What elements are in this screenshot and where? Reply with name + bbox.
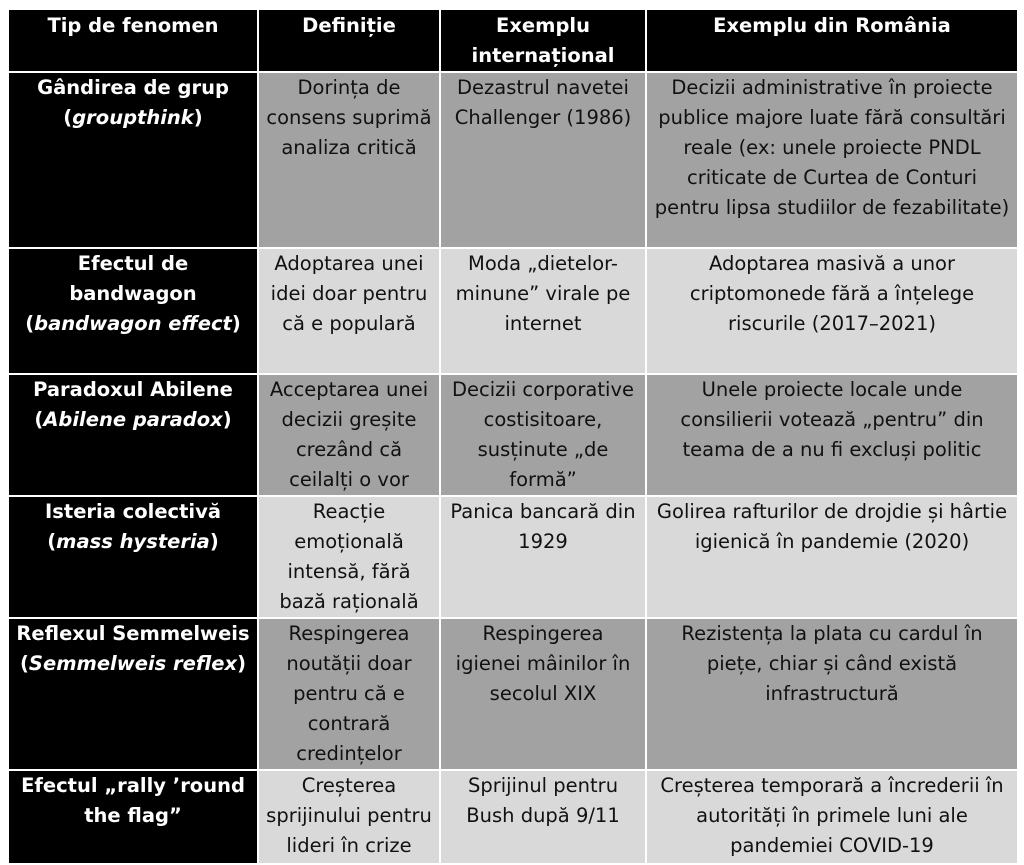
phenomenon-name-cell: Reflexul Semmelweis (Semmelweis reflex) (8, 618, 258, 770)
phenomenon-term: Abilene paradox (43, 408, 223, 431)
phenomenon-term: Semmelweis reflex (28, 652, 238, 675)
table-header-row (8, 9, 1018, 72)
international-example-cell: Decizii corporative costisitoare, susținute „de formă” (440, 374, 646, 496)
definition-cell: Respingerea noutății doar pentru că e contrară credințelor (258, 618, 440, 770)
international-example-cell: Panica bancară din 1929 (440, 496, 646, 618)
definition-cell: Acceptarea unei decizii greșite crezând că ceilalți o vor (258, 374, 440, 496)
table-row (8, 770, 1018, 864)
phenomenon-term: bandwagon effect (34, 312, 232, 335)
table-row (8, 72, 1018, 248)
phenomenon-name: Isteria colectivă (45, 500, 221, 523)
table-row (8, 248, 1018, 374)
phenomenon-name: Efectul de bandwagon (69, 252, 197, 305)
phenomena-table (7, 8, 1019, 865)
phenomenon-term: groupthink (72, 106, 194, 129)
table-row (8, 618, 1018, 770)
phenomenon-name-cell: Efectul de bandwagon (bandwagon effect) (8, 248, 258, 374)
definition-cell: Reacție emoțională intensă, fără bază rațională (258, 496, 440, 618)
phenomena-table-container (7, 8, 1017, 865)
table-row (8, 496, 1018, 618)
international-example-cell: Sprijinul pentru Bush după 9/11 (440, 770, 646, 864)
romania-example-cell: Golirea rafturilor de drojdie și hârtie igienică în pandemie (2020) (646, 496, 1018, 618)
phenomenon-name-cell: Efectul „rally ’round the flag” (8, 770, 258, 864)
romania-example-cell: Unele proiecte locale unde consilierii votează „pentru” din teama de a nu fi excluși politic (646, 374, 1018, 496)
column-header-definition: Definiție (258, 9, 440, 72)
international-example-cell: Dezastrul navetei Challenger (1986) (440, 72, 646, 248)
table-row (8, 374, 1018, 496)
phenomenon-name: Reflexul Semmelweis (16, 622, 250, 645)
international-example-cell: Moda „dietelor-minune” virale pe internet (440, 248, 646, 374)
phenomenon-name-cell: Isteria colectivă (mass hysteria) (8, 496, 258, 618)
romania-example-cell: Adoptarea masivă a unor criptomonede fără a înțelege riscurile (2017–2021) (646, 248, 1018, 374)
column-header-type: Tip de fenomen (8, 9, 258, 72)
phenomenon-term: mass hysteria (56, 530, 210, 553)
phenomenon-name: Gândirea de grup (37, 76, 229, 99)
phenomenon-name-cell: Paradoxul Abilene (Abilene paradox) (8, 374, 258, 496)
definition-cell: Adoptarea unei idei doar pentru că e populară (258, 248, 440, 374)
definition-cell: Dorința de consens suprimă analiza critică (258, 72, 440, 248)
romania-example-cell: Creșterea temporară a încrederii în autorități în primele luni ale pandemiei COVID-19 (646, 770, 1018, 864)
phenomenon-name-cell: Gândirea de grup (groupthink) (8, 72, 258, 248)
definition-cell: Creșterea sprijinului pentru lideri în crize (258, 770, 440, 864)
romania-example-cell: Rezistența la plata cu cardul în piețe, chiar și când există infrastructură (646, 618, 1018, 770)
phenomenon-name: Paradoxul Abilene (33, 378, 233, 401)
column-header-romania: Exemplu din România (646, 9, 1018, 72)
column-header-international: Exemplu internațional (440, 9, 646, 72)
international-example-cell: Respingerea igienei mâinilor în secolul XIX (440, 618, 646, 770)
romania-example-cell: Decizii administrative în proiecte publice majore luate fără consultări reale (ex: unele proiecte PNDL criticate de Curtea de Conturi pentru lipsa studiilor de fezabilitate) (646, 72, 1018, 248)
